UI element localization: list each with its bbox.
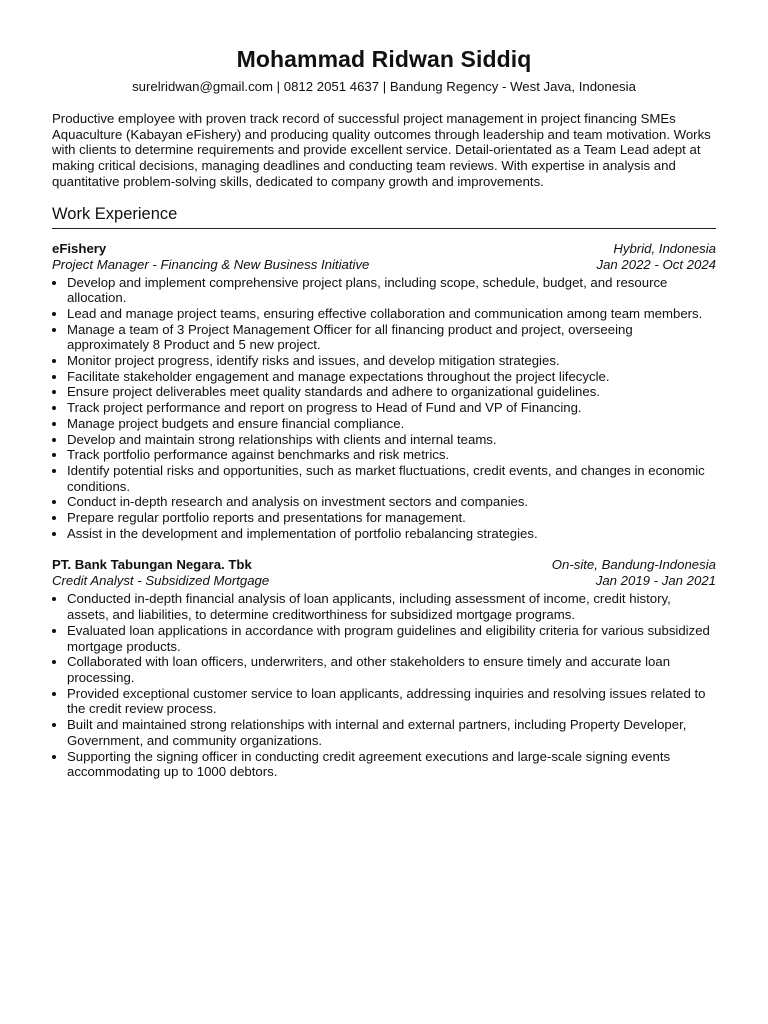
job-dates: Jan 2019 - Jan 2021: [595, 573, 716, 589]
job-bullet-list: [52, 275, 716, 542]
list-item: • Conducted in-depth financial analysis of loan applicants, including assessment of income, credit history, assets, and liabilities, to determine creditworthiness for subsidized mortgage programs.: [67, 591, 716, 622]
job-dates: Jan 2022 - Oct 2024: [596, 256, 716, 272]
company-name: eFishery: [52, 240, 107, 256]
job-entry-bank-btn: [52, 557, 716, 779]
job-location: On-site, Bandung-Indonesia: [551, 557, 716, 573]
list-item: • Conduct in-depth research and analysis on investment sectors and companies.: [67, 494, 716, 510]
list-item: • Provided exceptional customer service to loan applicants, addressing inquiries and resolving issues related to the credit review process.: [67, 686, 716, 717]
list-item: • Identify potential risks and opportunities, such as market fluctuations, credit events, and changes in economic conditions.: [67, 463, 716, 494]
professional-summary: Productive employee with proven track record of successful project management in project financing SMEs Aquaculture (Kabayan eFishery) and producing quality outcomes through leadership and team motivation. Works with clients to determine requirements and provide excellent service. Detail-orientated as a Team Lead adept at making critical decisions, managing deadlines and conducting team reviews. With expertise in analysis and quantitative problem-solving skills, dedicated to company growth and improvements.: [52, 111, 711, 189]
list-item: • Evaluated loan applications in accordance with program guidelines and eligibility criteria for various subsidized mortgage products.: [67, 623, 716, 654]
job-bullet-list: [52, 591, 716, 779]
list-item: • Built and maintained strong relationships with internal and external partners, including Property Developer, Government, and community organizations.: [67, 717, 716, 748]
job-role-row: [52, 257, 716, 273]
list-item: • Manage a team of 3 Project Management Officer for all financing product and project, overseeing approximately 8 Product and 5 new project.: [67, 322, 716, 353]
candidate-name: Mohammad Ridwan Siddiq: [236, 46, 532, 72]
list-item: • Assist in the development and implementation of portfolio rebalancing strategies.: [67, 526, 716, 542]
job-header-row: [52, 241, 716, 257]
job-header-row: [52, 557, 716, 573]
list-item: • Supporting the signing officer in conducting credit agreement executions and large-scale signing events accommodating up to 1000 debtors.: [67, 749, 716, 780]
job-entry-efishery: [52, 241, 716, 542]
company-name: PT. Bank Tabungan Negara. Tbk: [52, 557, 252, 573]
list-item: • Manage project budgets and ensure financial compliance.: [67, 416, 716, 432]
list-item: • Lead and manage project teams, ensuring effective collaboration and communication among team members.: [67, 306, 716, 322]
list-item: • Track portfolio performance against benchmarks and risk metrics.: [67, 447, 716, 463]
list-item: • Facilitate stakeholder engagement and manage expectations throughout the project lifecycle.: [67, 369, 716, 385]
job-role: Credit Analyst - Subsidized Mortgage: [52, 573, 270, 589]
list-item: • Ensure project deliverables meet quality standards and adhere to organizational guidelines.: [67, 384, 716, 400]
contact-line: surelridwan@gmail.com | 0812 2051 4637 | Bandung Regency - West Java, Indonesia: [132, 79, 636, 94]
job-role: Project Manager - Financing & New Business Initiative: [52, 256, 370, 272]
list-item: • Prepare regular portfolio reports and presentations for management.: [67, 510, 716, 526]
list-item: • Monitor project progress, identify risks and issues, and develop mitigation strategies.: [67, 353, 716, 369]
list-item: • Collaborated with loan officers, underwriters, and other stakeholders to ensure timely and accurate loan processing.: [67, 654, 716, 685]
job-role-row: [52, 573, 716, 589]
list-item: • Track project performance and report on progress to Head of Fund and VP of Financing.: [67, 400, 716, 416]
job-location: Hybrid, Indonesia: [613, 240, 716, 256]
list-item: • Develop and maintain strong relationships with clients and internal teams.: [67, 432, 716, 448]
work-experience-heading: Work Experience: [52, 203, 716, 229]
list-item: • Develop and implement comprehensive project plans, including scope, schedule, budget, and resource allocation.: [67, 275, 716, 306]
